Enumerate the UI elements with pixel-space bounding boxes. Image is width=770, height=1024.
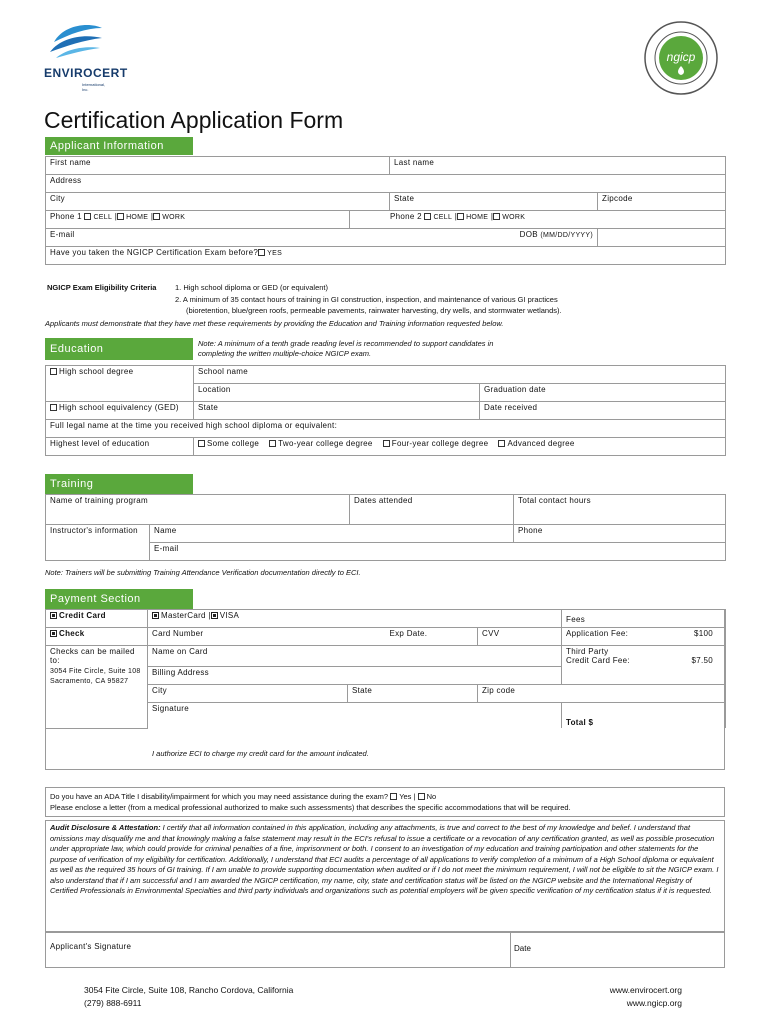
footer-website-2[interactable]: www.ngicp.org xyxy=(626,998,682,1008)
ged-checkbox[interactable] xyxy=(50,404,57,411)
logo-subtitle: International, Inc. xyxy=(82,82,106,92)
name-on-card-field[interactable]: Name on Card xyxy=(148,646,562,667)
city-field[interactable]: City xyxy=(46,193,390,211)
instructor-name-field[interactable]: Name xyxy=(150,525,514,543)
footer-website-1[interactable]: www.envirocert.org xyxy=(609,985,682,995)
ada-yes-checkbox[interactable] xyxy=(390,793,397,800)
grad-date-field[interactable]: Graduation date xyxy=(480,384,726,402)
highest-education-label: Highest level of education xyxy=(46,438,194,456)
date-divider xyxy=(510,932,511,968)
dob-label: DOB xyxy=(519,230,538,239)
cell2-checkbox[interactable] xyxy=(424,213,431,220)
highest-education-options: Some college Two-year college degree Four-year college degree Advanced degree xyxy=(194,438,726,456)
email-field[interactable]: E-mail DOB (MM/DD/YYYY) xyxy=(46,229,598,247)
ged-state-field[interactable]: State xyxy=(194,402,480,420)
footer-address: 3054 Fite Circle, Suite 108, Rancho Cordova, California xyxy=(84,985,294,995)
total-field[interactable]: Total $ xyxy=(562,702,726,728)
hs-degree-option[interactable]: High school degree xyxy=(46,366,194,402)
check-option[interactable]: Check xyxy=(46,628,148,646)
ngicp-seal xyxy=(643,20,719,96)
payment-section-header: Payment Section xyxy=(45,589,193,609)
exam-yes-checkbox[interactable] xyxy=(258,249,265,256)
contact-hours-field[interactable]: Total contact hours xyxy=(514,495,726,525)
footer-phone: (279) 888-6911 xyxy=(84,998,142,1008)
signature-date-field[interactable]: Date xyxy=(514,944,531,953)
first-name-field[interactable]: First name xyxy=(46,157,390,175)
seal-text: ngicp xyxy=(666,50,696,64)
work2-checkbox[interactable] xyxy=(493,213,500,220)
checks-mailed-label: Checks can be mailed to: xyxy=(46,646,148,667)
card-type-options: MasterCard | VISA xyxy=(148,610,562,628)
training-note: Note: Trainers will be submitting Training Attendance Verification documentation directly to ECI. xyxy=(45,568,361,577)
ada-no-checkbox[interactable] xyxy=(418,793,425,800)
work-checkbox[interactable] xyxy=(153,213,160,220)
third-party-fee: Third Party Credit Card Fee: $7.50 xyxy=(562,646,726,685)
state-field[interactable]: State xyxy=(390,193,598,211)
exam-before-row: Have you taken the NGICP Certification Exam before? YES xyxy=(46,247,726,265)
credit-card-checkbox[interactable] xyxy=(50,612,57,619)
signature-field[interactable]: Signature xyxy=(148,702,562,728)
dob-field[interactable] xyxy=(598,229,726,247)
billing-address-field[interactable]: Billing Address xyxy=(148,666,562,684)
legal-name-field[interactable]: Full legal name at the time you received high school diploma or equivalent: xyxy=(46,420,726,438)
instructor-email-field[interactable]: E-mail xyxy=(150,543,726,561)
instructor-info-label: Instructor's information xyxy=(46,525,150,561)
logo-name: ENVIROCERT xyxy=(44,66,128,80)
education-note: Note: A minimum of a tenth grade reading level is recommended to support candidates in completing the written multiple-choice NGICP exam. xyxy=(198,339,494,358)
instructor-phone-field[interactable]: Phone xyxy=(514,525,726,543)
page-title: Certification Application Form xyxy=(44,107,344,133)
date-received-field[interactable]: Date received xyxy=(480,402,726,420)
two-year-checkbox[interactable] xyxy=(269,440,276,447)
mastercard-checkbox[interactable] xyxy=(152,612,159,619)
signature-box xyxy=(45,932,725,968)
billing-city-field[interactable]: City xyxy=(148,684,348,702)
card-number-field[interactable]: Card Number Exp Date. xyxy=(148,628,478,646)
dates-attended-field[interactable]: Dates attended xyxy=(350,495,514,525)
authorize-text: I authorize ECI to charge my credit card for the amount indicated. xyxy=(152,749,369,758)
payment-table xyxy=(45,609,726,729)
audit-label: Audit Disclosure & Attestation: xyxy=(50,823,161,832)
billing-state-field[interactable]: State xyxy=(348,684,478,702)
hs-degree-checkbox[interactable] xyxy=(50,368,57,375)
eligibility-note: Applicants must demonstrate that they have met these requirements by providing the Education and Training information requested below. xyxy=(45,319,504,328)
eligibility-label: NGICP Exam Eligibility Criteria xyxy=(47,283,157,292)
advanced-checkbox[interactable] xyxy=(498,440,505,447)
wave-logo-icon xyxy=(46,22,106,62)
phone2-field[interactable]: Phone 2 CELL | HOME | WORK xyxy=(350,211,726,229)
ged-option[interactable]: High school equivalency (GED) xyxy=(46,402,194,420)
fees-label: Fees xyxy=(562,610,726,628)
cell-checkbox[interactable] xyxy=(84,213,91,220)
ada-question: Do you have an ADA Title I disability/impairment for which you may need assistance during the exam? Yes | No xyxy=(50,792,437,801)
school-name-field[interactable]: School name xyxy=(194,366,726,384)
mailing-address: 3054 Fite Circle, Suite 108 Sacramento, CA 95827 xyxy=(46,666,148,728)
training-section-header: Training xyxy=(45,474,193,494)
applicant-table xyxy=(45,156,726,265)
four-year-checkbox[interactable] xyxy=(383,440,390,447)
location-field[interactable]: Location xyxy=(194,384,480,402)
last-name-field[interactable]: Last name xyxy=(390,157,726,175)
envirocert-logo xyxy=(40,22,128,92)
some-college-checkbox[interactable] xyxy=(198,440,205,447)
home2-checkbox[interactable] xyxy=(457,213,464,220)
zipcode-field[interactable]: Zipcode xyxy=(598,193,726,211)
home-checkbox[interactable] xyxy=(117,213,124,220)
applicant-signature-field[interactable]: Applicant's Signature xyxy=(50,942,132,951)
check-checkbox[interactable] xyxy=(50,630,57,637)
address-field[interactable]: Address xyxy=(46,175,726,193)
audit-text: Audit Disclosure & Attestation: I certify that all information contained in this application, including any attachments, is true and correct to the best of my knowledge and belief. I understand that omissions may disqualify me and that knowingly making a false statement may result in the ECI's refusal to issue a certificate or a revocation of any certification granted, as well as possible prosecution under appropriate law, which could provide for criminal penalties of a fine, imprisonment or both. I consent to an investigation of my education and training participation and other statements for the purpose of verification of my eligibility for certification. Additionally, I understand that ECI audits a percentage of all applications to verify completion of a minimum of a High School diploma or equivalent as well as the required 35 hours of GI training. If I am unable to provide supporting documentation when audited or if I do not meet the minimum requirement, I will not be eligible to sit the NGICP exam. I also understand that if I am successful and I am awarded the NGICP certification, my name, city, state and certification status will be listed on the NGICP website and the International Registry of Certified Professionals in Environmental Specialties and third party individuals and organizations such as potential employers will be given specific verification of my certification status if it is requested. xyxy=(50,823,719,895)
application-fee: Application Fee: $100 xyxy=(562,628,726,646)
training-program-field[interactable]: Name of training program xyxy=(46,495,350,525)
billing-zip-field[interactable]: Zip code xyxy=(478,684,562,702)
phone1-field[interactable]: Phone 1 CELL | HOME | WORK xyxy=(46,211,350,229)
credit-card-option[interactable]: Credit Card xyxy=(46,610,148,628)
applicant-section-header: Applicant Information xyxy=(45,137,193,155)
fee-spacer xyxy=(562,684,726,702)
visa-checkbox[interactable] xyxy=(211,612,218,619)
education-table xyxy=(45,365,726,456)
training-table xyxy=(45,494,726,561)
ada-note: Please enclose a letter (from a medical professional authorized to make such assessments) that describes the specific accommodations that will be required. xyxy=(50,803,571,812)
education-section-header: Education xyxy=(45,338,193,360)
eligibility-item-2: 2. A minimum of 35 contact hours of training in GI construction, inspection, and maintenance of various GI practices xyxy=(175,295,558,304)
eligibility-item-2b: (bioretention, blue/green roofs, permeable pavements, rainwater harvesting, dry wells, and stormwater wetlands). xyxy=(186,306,562,315)
eligibility-item-1: 1. High school diploma or GED (or equivalent) xyxy=(175,283,328,292)
cvv-field[interactable]: CVV xyxy=(478,628,562,646)
